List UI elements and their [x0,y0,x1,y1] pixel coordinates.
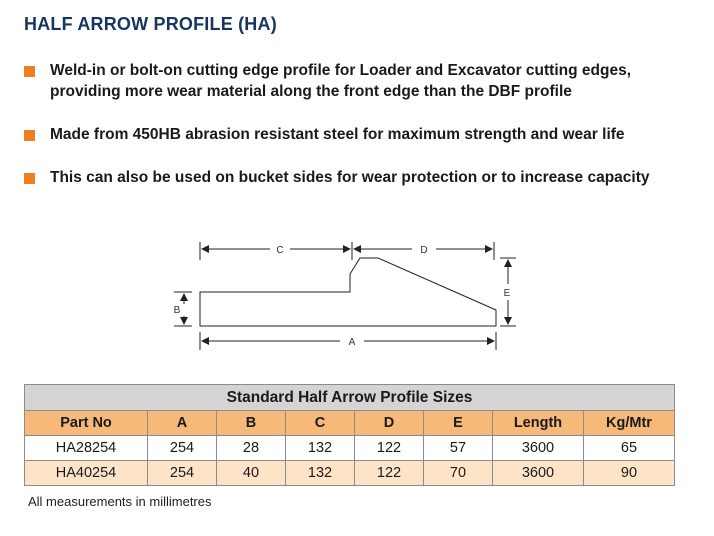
bullet-square-icon [24,130,35,141]
dimension-a-label: A [348,337,356,348]
page-title: HALF ARROW PROFILE (HA) [24,14,277,34]
column-header: E [424,411,493,436]
table-cell: 122 [355,436,424,461]
table-row [25,461,675,486]
table-header-row [25,411,675,436]
bullet-text-line: Made from 450HB abrasion resistant steel for maximum strength and wear life [50,126,625,143]
dimension-c-label: C [276,245,284,256]
bullet-square-icon [24,66,35,77]
bullet-text-line: providing more wear material along the front edge than the DBF profile [50,83,572,100]
table-cell: 122 [355,461,424,486]
column-header: B [217,411,286,436]
sizes-table [24,384,675,486]
table-cell: HA28254 [25,436,148,461]
table-cell: 70 [424,461,493,486]
table-cell: 57 [424,436,493,461]
bullet-text-line: This can also be used on bucket sides for wear protection or to increase capacity [50,169,650,186]
table-cell: 28 [217,436,286,461]
measurement-note: All measurements in millimetres [28,494,212,509]
table-cell: 90 [584,461,675,486]
table-row [25,436,675,461]
dimension-b-label: B [173,305,181,316]
bullet-text-line: Weld-in or bolt-on cutting edge profile for Loader and Excavator cutting edges, [50,62,632,79]
column-header: A [148,411,217,436]
table-cell: 65 [584,436,675,461]
table-cell: 3600 [493,436,584,461]
table-cell: HA40254 [25,461,148,486]
table-cell: 254 [148,461,217,486]
dimension-e-label: E [503,288,511,299]
table-caption: Standard Half Arrow Profile Sizes [25,385,675,411]
bullet-square-icon [24,173,35,184]
table-cell: 132 [286,461,355,486]
column-header: Kg/Mtr [584,411,675,436]
table-cell: 132 [286,436,355,461]
profile-diagram [160,234,540,364]
table-cell: 254 [148,436,217,461]
table-cell: 3600 [493,461,584,486]
column-header: C [286,411,355,436]
profile-outline [200,258,496,326]
column-header: Part No [25,411,148,436]
dimension-d-label: D [420,245,428,256]
column-header: D [355,411,424,436]
table-cell: 40 [217,461,286,486]
column-header: Length [493,411,584,436]
